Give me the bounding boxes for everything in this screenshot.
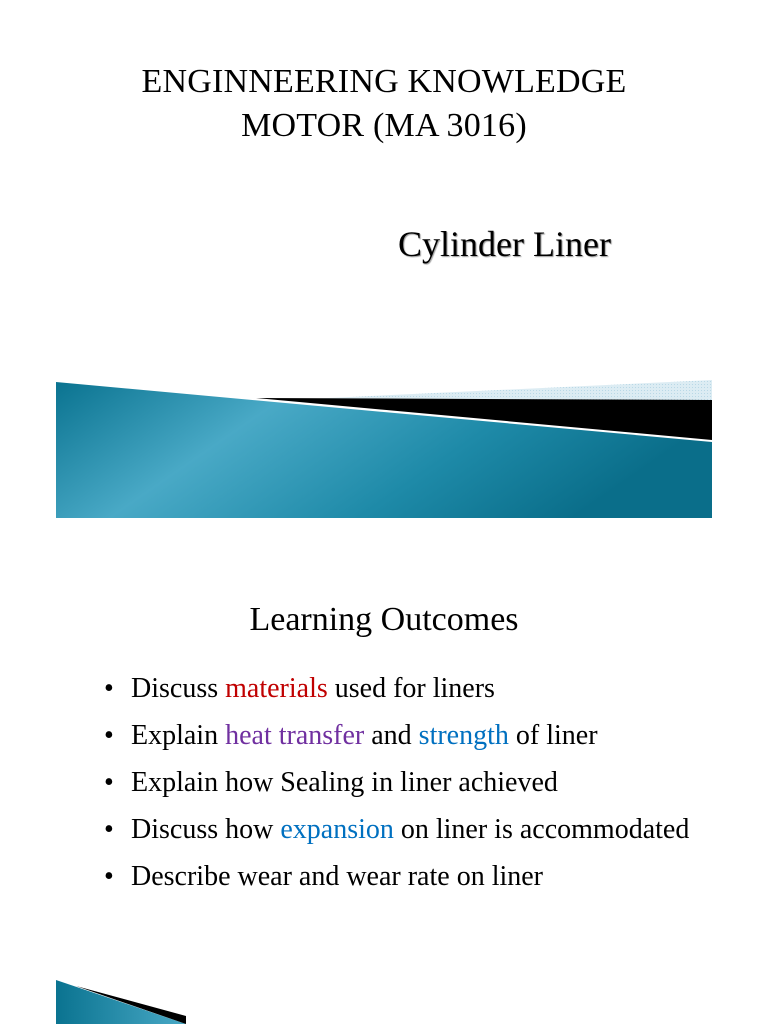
page-title — [0, 60, 768, 148]
title-line-2: MOTOR (MA 3016) — [241, 107, 527, 144]
outcome-text-part: Describe wear and wear rate on liner — [131, 861, 544, 892]
outcome-text-part: of liner — [508, 720, 598, 751]
title-line-1: ENGINNEERING KNOWLEDGE — [141, 63, 627, 100]
banner-light-strip — [286, 380, 712, 400]
decorative-banner-bottom — [56, 980, 186, 1024]
outcome-text-part: expansion — [280, 814, 394, 845]
outcome-item — [104, 766, 724, 800]
banner-bottom-teal — [56, 980, 186, 1024]
slide-subtitle: Cylinder Liner — [398, 224, 611, 264]
outcome-text-part: strength — [418, 720, 509, 751]
bullet-marker: • — [104, 767, 114, 798]
outcome-item — [104, 719, 724, 753]
bullet-marker: • — [104, 720, 114, 751]
bullet-marker: • — [104, 814, 114, 845]
outcome-text-part: Discuss — [131, 673, 226, 704]
outcome-item — [104, 860, 724, 894]
outcome-item — [104, 813, 724, 847]
bullet-marker: • — [104, 673, 114, 704]
outcome-text-part: Explain how Sealing in liner achieved — [131, 767, 558, 798]
learning-outcomes-list — [104, 672, 724, 907]
outcome-text-part: on liner is accommodated — [393, 814, 690, 845]
outcome-text-part: and — [364, 720, 419, 751]
outcome-text-part: heat transfer — [225, 720, 365, 751]
outcome-item — [104, 672, 724, 706]
outcome-text-part: Discuss how — [131, 814, 281, 845]
outcome-text-part: used for liners — [327, 673, 495, 704]
bullet-marker: • — [104, 861, 114, 892]
decorative-banner — [56, 378, 712, 518]
section-heading: Learning Outcomes — [249, 601, 519, 638]
outcome-text-part: materials — [225, 673, 328, 704]
outcome-text-part: Explain — [131, 720, 226, 751]
